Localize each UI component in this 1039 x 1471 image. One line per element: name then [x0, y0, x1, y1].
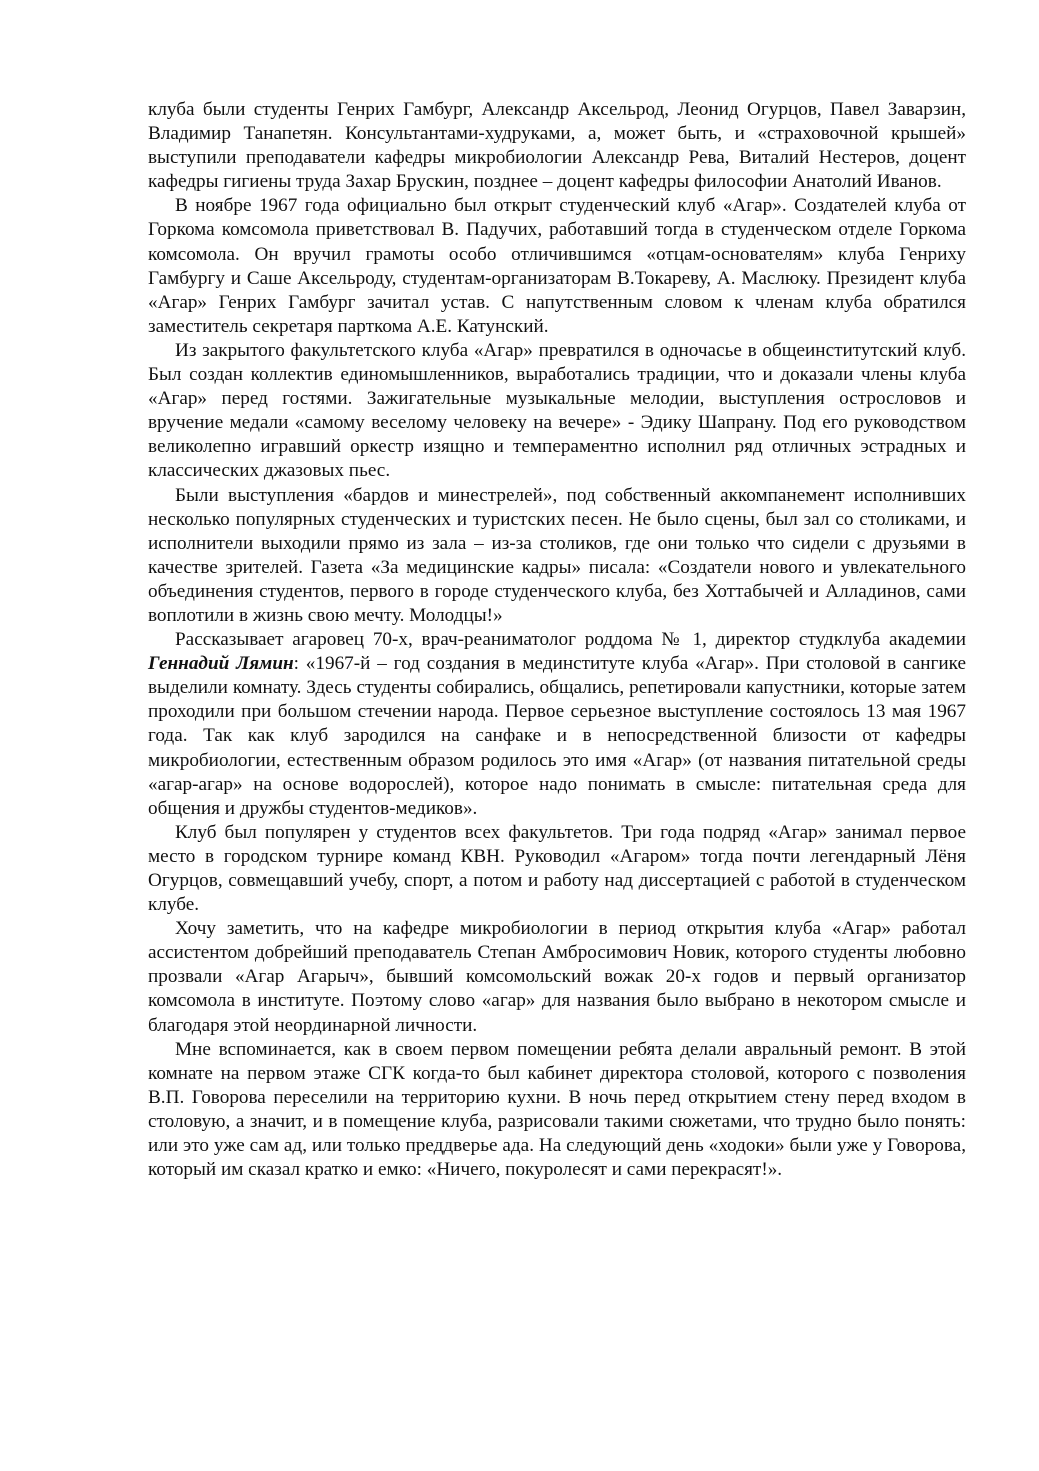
paragraph-6: Клуб был популярен у студентов всех факультетов. Три года подряд «Агар» занимал первое место в городском турнире команд КВН. Руководил «Агаром» тогда почти легендарный Лёня Огурцов, совмещавший учебу, спорт, а потом и работу над диссертацией с работой в студенческом клубе.	[148, 821, 966, 916]
paragraph-7: Хочу заметить, что на кафедре микробиологии в период открытия клуба «Агар» работал ассистентом добрейший преподаватель Степан Амбросимович Новик, которого студенты любовно прозвали «Агар Агарыч», бывший комсомольский вожак 20-х годов и первый организатор комсомола в институте. Поэтому слово «агар» для названия было выбрано в некотором смысле и благодаря этой неординарной личности.	[148, 918, 966, 1036]
paragraph-5-quote: : «1967-й – год создания в мединституте клуба «Агар». При столовой в сангике выделили комнату. Здесь студенты собирались, общались, репетировали капустники, которые затем проходили при большом стечении народа. Первое серьезное выступление состоялось 13 мая 1967 года. Так как клуб зародился на санфаке и в непосредственной близости от кафедры микробиологии, естественным образом родилось это имя «Агар» (от названия питательной среды «агар-агар» на основе водорослей), которое надо понимать в смысле: питательная среда для общения и дружбы студентов-медиков».	[148, 653, 966, 819]
paragraph-5-lead: Рассказывает агаровец 70-х, врач-реаниматолог роддома № 1, директор студклуба академии	[175, 629, 966, 651]
paragraph-5	[148, 628, 966, 821]
paragraph-3: Из закрытого факультетского клуба «Агар» превратился в одночасье в общеинститутский клуб. Был создан коллектив единомышленников, выработались традиции, что и доказали члены клуба «Агар» перед гостями. Зажигательные музыкальные мелодии, выступления острословов и вручение медали «самому веселому человеку на вечере» - Эдику Шапрану. Под его руководством великолепно игравший оркестр изящно и темпераментно исполнил ряд отличных эстрадных и классических джазовых пьес.	[148, 339, 966, 482]
paragraph-4: Были выступления «бардов и минестрелей», под собственный аккомпанемент исполнивших несколько популярных студенческих и туристских песен. Не было сцены, был зал со столиками, и исполнители выходили прямо из зала – из-за столиков, где они только что сидели с друзьями в качестве зрителей. Газета «За медицинские кадры» писала: «Создатели нового и увлекательного объединения студентов, первого в городе студенческого клуба, без Хоттабычей и Алладинов, сами воплотили в жизнь свою мечту. Молодцы!»	[148, 484, 966, 626]
document-page	[148, 98, 966, 1182]
paragraph-8: Мне вспоминается, как в своем первом помещении ребята делали авральный ремонт. В этой комнате на первом этаже СГК когда-то был кабинет директора столовой, которого с позволения В.П. Говорова переселили на территорию кухни. В ночь перед открытием стену перед входом в столовую, а значит, и в помещение клуба, разрисовали такими сюжетами, что трудно было понять: или это уже сам ад, или только преддверье ада. На следующий день «ходоки» были уже у Говорова, который им сказал кратко и емко: «Ничего, покуролесят и сами перекрасят!».	[148, 1038, 966, 1181]
interviewee-name: Геннадий Лямин	[148, 653, 294, 675]
paragraph-1: клуба были студенты Генрих Гамбург, Александр Аксельрод, Леонид Огурцов, Павел Заварзин, Владимир Танапетян. Консультантами-худруками, а, может быть, и «страховочной крышей» выступили преподаватели кафедры микробиологии Александр Рева, Виталий Нестеров, доцент кафедры гигиены труда Захар Брускин, позднее – доцент кафедры философии Анатолий Иванов.	[148, 99, 966, 193]
paragraph-2: В ноябре 1967 года официально был открыт студенческий клуб «Агар». Создателей клуба от Горкома комсомола приветствовал В. Падучих, работавший тогда в студенческом отделе Горкома комсомола. Он вручил грамоты особо отличившимся «отцам-основателям» клуба Генриху Гамбургу и Саше Аксельроду, студентам-организаторам В.Токареву, А. Маслюку. Президент клуба «Агар» Генрих Гамбург зачитал устав. С напутственным словом к членам клуба обратился заместитель секретаря парткома А.Е. Катунский.	[148, 195, 966, 337]
